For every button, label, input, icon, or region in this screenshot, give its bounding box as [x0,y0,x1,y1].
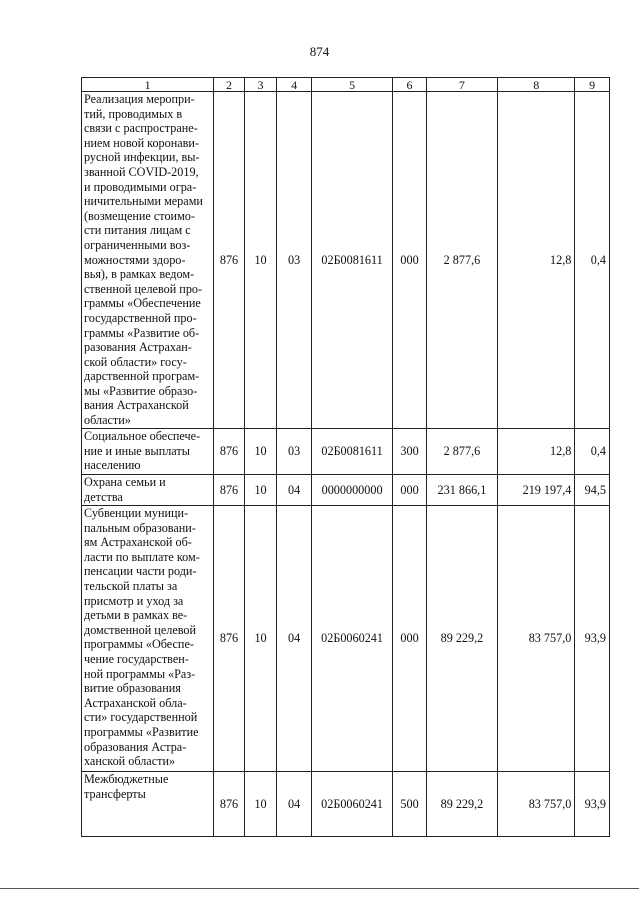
row-name-line: Социальное обеспече- [84,429,201,443]
rz-cell: 10 [244,506,277,772]
plan-cell: 89 229,2 [426,772,497,837]
row-name-line: тий, проводимых в [84,106,183,121]
row-name-line: мы «Развитие образо- [84,383,198,398]
plan-cell: 231 866,1 [426,475,497,506]
csr-cell: 0000000000 [311,475,392,506]
column-header: 5 [311,78,392,92]
rz-cell: 10 [244,772,277,837]
row-name-line: детьми в рамках ве- [84,608,188,623]
row-name-line: Субвенции муници- [84,506,189,520]
row-name-line: присмотр и уход за [84,593,184,608]
column-header: 6 [393,78,427,92]
row-name-line: ханской области» [84,754,176,769]
row-name-line: пенсации части роди- [84,564,197,579]
ved-cell: 876 [214,92,245,429]
pr-cell: 03 [277,429,312,475]
rz-cell: 10 [244,429,277,475]
column-header: 9 [575,78,610,92]
percent-cell: 94,5 [575,475,610,506]
pr-cell: 03 [277,92,312,429]
percent-cell: 93,9 [575,772,610,837]
row-name-line: ной программы «Раз- [84,666,196,681]
row-name-line: Межбюджетные [84,772,169,786]
vr-cell: 000 [393,92,427,429]
column-header: 4 [277,78,312,92]
row-name-line: населению [84,458,141,473]
row-name-line: разования Астрахан- [84,340,192,355]
table-row [82,92,610,429]
plan-cell: 2 877,6 [426,92,497,429]
row-name-cell [82,475,214,506]
row-name-line: ограниченными воз- [84,237,191,252]
row-name-line: сти питания лицам с [84,223,191,238]
row-name-line: домственной целевой [84,622,197,637]
row-name-line: чение государствен- [84,651,189,666]
row-name-cell [82,772,214,837]
row-name-line: и проводимыми огра- [84,179,197,194]
pr-cell: 04 [277,475,312,506]
ved-cell: 876 [214,429,245,475]
plan-cell: 2 877,6 [426,429,497,475]
row-name-line: граммы «Развитие об- [84,325,200,340]
vr-cell: 300 [393,429,427,475]
row-name-line: государственной про- [84,310,197,325]
fact-cell: 83 757,0 [498,772,575,837]
row-name-line: программы «Обеспе- [84,637,194,652]
table-row [82,506,610,772]
row-name-line: ничительными мерами [84,194,203,209]
table-header-row [82,78,610,92]
row-name-line: пальным образовани- [84,520,196,535]
row-name-cell [82,506,214,772]
pr-cell: 04 [277,506,312,772]
row-name-line: программы «Развитие [84,724,199,739]
plan-cell: 89 229,2 [426,506,497,772]
fact-cell: 83 757,0 [498,506,575,772]
column-header: 7 [426,78,497,92]
row-name-line: тельской платы за [84,578,178,593]
row-name-line: ласти по выплате ком- [84,549,200,564]
row-name-line: нием новой коронави- [84,135,200,150]
table-row [82,475,610,506]
fact-cell: 219 197,4 [498,475,575,506]
row-name-line: вья), в рамках ведом- [84,267,195,282]
row-name-line: ственной целевой про- [84,281,203,296]
row-name-line: граммы «Обеспечение [84,296,201,311]
budget-table [81,77,610,837]
row-name-line: связи с распростране- [84,121,198,136]
row-name-line: вания Астраханской [84,398,189,413]
table-row [82,429,610,475]
rz-cell: 10 [244,92,277,429]
row-name-line: образования Астра- [84,739,187,754]
row-name-line: званной COVID-2019, [84,164,199,179]
row-name-line: ям Астраханской об- [84,535,192,550]
ved-cell: 876 [214,475,245,506]
row-name-line: (возмещение стоимо- [84,208,195,223]
row-name-line: витие образования [84,681,181,696]
csr-cell: 02Б0081611 [311,429,392,475]
vr-cell: 000 [393,475,427,506]
vr-cell: 500 [393,772,427,837]
csr-cell: 02Б0060241 [311,506,392,772]
ved-cell: 876 [214,772,245,837]
fact-cell: 12,8 [498,92,575,429]
csr-cell: 02Б0081611 [311,92,392,429]
pr-cell: 04 [277,772,312,837]
percent-cell: 0,4 [575,429,610,475]
row-name-line: русной инфекции, вы- [84,150,200,165]
row-name-line: Охрана семьи и [84,475,166,489]
csr-cell: 02Б0060241 [311,772,392,837]
page-number: 874 [309,44,330,59]
bottom-rule [0,888,639,889]
column-header: 3 [244,78,277,92]
row-name-line: области» [84,413,131,428]
column-header: 1 [82,78,214,92]
row-name-line: ние и иные выплаты [84,443,190,458]
table-row [82,772,610,837]
percent-cell: 0,4 [575,92,610,429]
row-name-line: ской области» госу- [84,354,187,369]
row-name-line: можностями здоро- [84,252,186,267]
row-name-line: сти» государственной [84,710,198,725]
percent-cell: 93,9 [575,506,610,772]
row-name-line: трансферты [84,786,146,801]
column-header: 8 [498,78,575,92]
rz-cell: 10 [244,475,277,506]
column-header: 2 [214,78,245,92]
ved-cell: 876 [214,506,245,772]
row-name-line: Астраханской обла- [84,695,187,710]
row-name-line: детства [84,489,123,504]
fact-cell: 12,8 [498,429,575,475]
row-name-cell [82,429,214,475]
vr-cell: 000 [393,506,427,772]
row-name-line: Реализация меропри- [84,92,195,106]
row-name-cell [82,92,214,429]
row-name-line: дарственной програм- [84,369,200,384]
